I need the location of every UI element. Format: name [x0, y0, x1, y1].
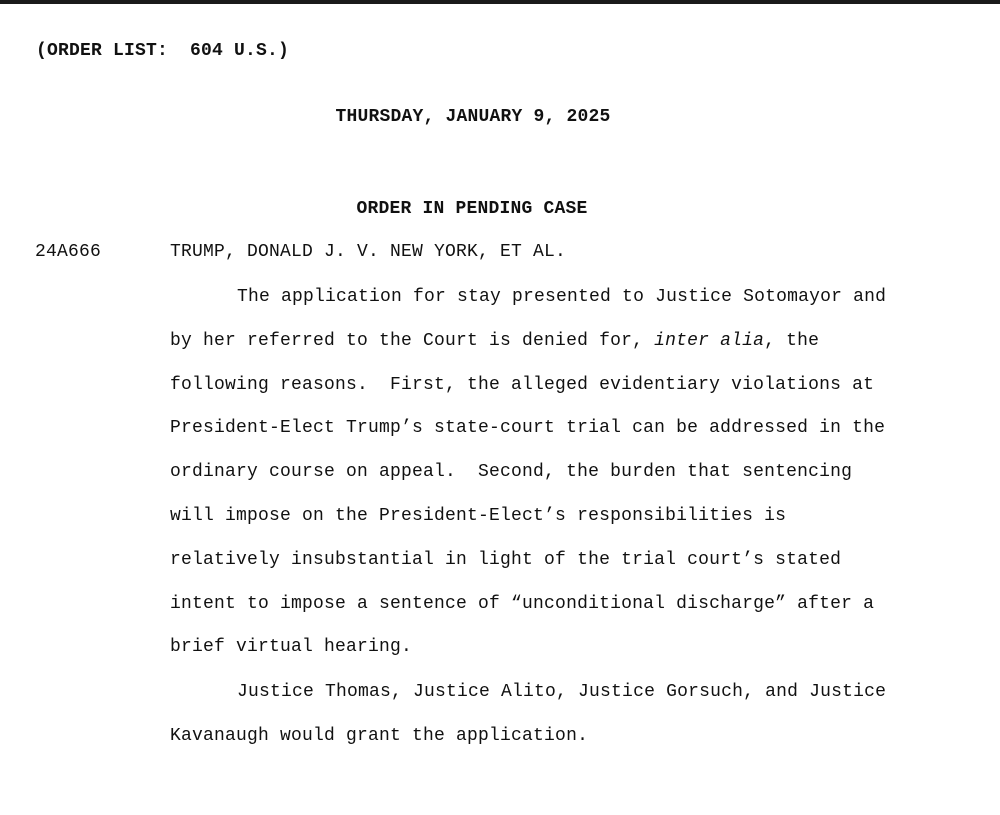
- paragraph-line: Justice Thomas, Justice Alito, Justice Gorsuch, and Justice: [237, 682, 887, 702]
- paragraph-line: ordinary course on appeal. Second, the burden that sentencing: [170, 462, 853, 483]
- paragraph-line: relatively insubstantial in light of the trial court’s stated: [170, 549, 842, 570]
- top-rule: [0, 0, 1000, 4]
- section-heading: ORDER IN PENDING CASE: [356, 199, 588, 219]
- paragraph-line: [170, 320, 930, 364]
- paragraph-line: Kavanaugh would grant the application.: [170, 725, 589, 746]
- paragraph-line: following reasons. First, the alleged evidentiary violations at: [170, 374, 875, 395]
- order-date: THURSDAY, JANUARY 9, 2025: [335, 107, 611, 127]
- paragraph-line: will impose on the President-Elect’s responsibilities is: [170, 505, 787, 526]
- order-paragraph-2: [170, 671, 930, 759]
- paragraph-line: brief virtual hearing.: [170, 637, 413, 658]
- paragraph-line: intent to impose a sentence of “unconditional discharge” after a: [170, 593, 875, 614]
- paragraph-text: , the: [764, 330, 820, 351]
- paragraph-text: by her referred to the Court is denied for,: [170, 330, 655, 351]
- docket-number: 24A666: [35, 242, 102, 262]
- order-paragraph-1: [170, 276, 930, 670]
- italic-phrase: inter alia: [654, 330, 765, 351]
- order-list-label: (ORDER LIST: 604 U.S.): [36, 41, 290, 61]
- paragraph-line: The application for stay presented to Justice Sotomayor and: [237, 287, 887, 307]
- paragraph-line: President-Elect Trump’s state-court trial can be addressed in the: [170, 418, 886, 439]
- case-title: TRUMP, DONALD J. V. NEW YORK, ET AL.: [170, 242, 567, 262]
